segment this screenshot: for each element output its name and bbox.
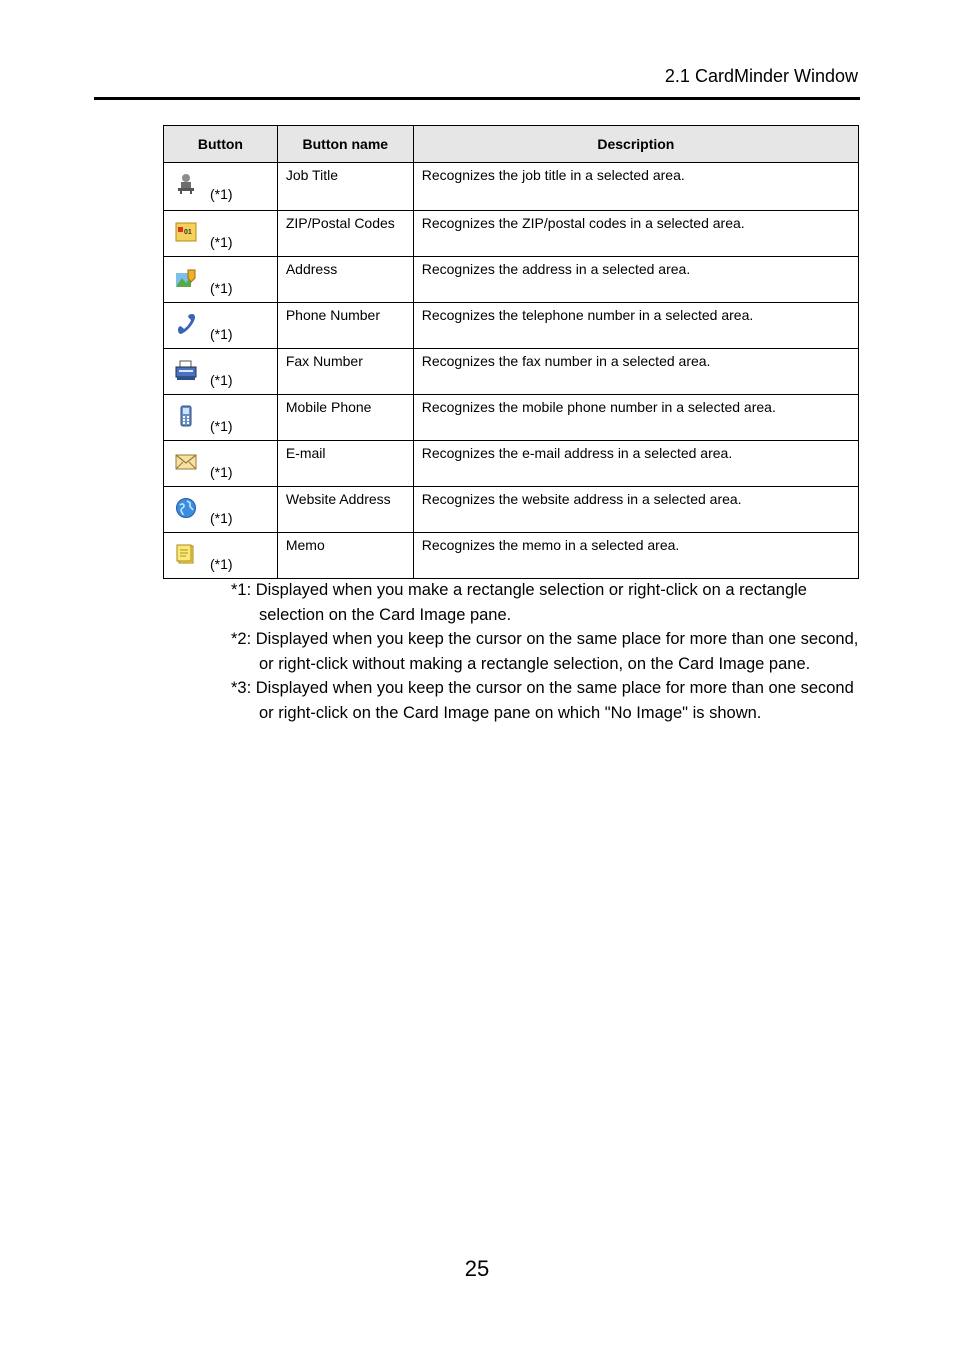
button-name: Address xyxy=(277,257,413,303)
button-cell xyxy=(164,211,278,257)
button-name: Job Title xyxy=(277,163,413,211)
phone-icon xyxy=(175,313,197,335)
button-description: Recognizes the telephone number in a selected area. xyxy=(413,303,858,349)
footnote-mark: (*1) xyxy=(210,326,233,342)
zip-code-icon xyxy=(175,221,197,243)
job-title-icon xyxy=(175,173,197,195)
button-description: Recognizes the job title in a selected area. xyxy=(413,163,858,211)
button-name: Phone Number xyxy=(277,303,413,349)
button-description: Recognizes the address in a selected area. xyxy=(413,257,858,303)
footnote-mark: (*1) xyxy=(210,556,233,572)
table-row xyxy=(164,441,859,487)
table-row xyxy=(164,163,859,211)
header-rule xyxy=(94,97,860,100)
button-name: E-mail xyxy=(277,441,413,487)
footnote-mark: (*1) xyxy=(210,186,233,202)
footnote-mark: (*1) xyxy=(210,234,233,250)
button-description: Recognizes the memo in a selected area. xyxy=(413,533,858,579)
button-cell xyxy=(164,487,278,533)
memo-icon xyxy=(175,543,197,565)
section-title: 2.1 CardMinder Window xyxy=(664,66,858,86)
button-cell xyxy=(164,349,278,395)
footnote-1: *1: Displayed when you make a rectangle selection or right-click on a rectangle selection on the Card Image pane. xyxy=(231,581,807,624)
button-name: Mobile Phone xyxy=(277,395,413,441)
mobile-phone-icon xyxy=(175,405,197,427)
footnote-2: *2: Displayed when you keep the cursor on the same place for more than one second, or right-click without making a rectangle selection, on the Card Image pane. xyxy=(231,630,859,673)
button-cell xyxy=(164,303,278,349)
footnote-mark: (*1) xyxy=(210,372,233,388)
column-header-button: Button xyxy=(164,126,278,163)
button-description: Recognizes the website address in a selected area. xyxy=(413,487,858,533)
button-cell xyxy=(164,533,278,579)
button-name: Memo xyxy=(277,533,413,579)
email-icon xyxy=(175,451,197,473)
button-description: Recognizes the ZIP/postal codes in a selected area. xyxy=(413,211,858,257)
button-cell xyxy=(164,441,278,487)
table-row xyxy=(164,533,859,579)
fax-icon xyxy=(175,359,197,381)
table-row xyxy=(164,395,859,441)
button-cell xyxy=(164,163,278,211)
website-icon xyxy=(175,497,197,519)
button-name: ZIP/Postal Codes xyxy=(277,211,413,257)
footnote-3: *3: Displayed when you keep the cursor on the same place for more than one second or right-click on the Card Image pane on which "No Image" is shown. xyxy=(231,679,854,722)
button-cell xyxy=(164,395,278,441)
address-icon xyxy=(175,267,197,289)
button-description: Recognizes the e-mail address in a selected area. xyxy=(413,441,858,487)
footnotes xyxy=(231,578,871,726)
table-row xyxy=(164,257,859,303)
footnote-mark: (*1) xyxy=(210,464,233,480)
column-header-description: Description xyxy=(413,126,858,163)
table-row xyxy=(164,303,859,349)
table-row xyxy=(164,487,859,533)
button-name: Fax Number xyxy=(277,349,413,395)
footnote-mark: (*1) xyxy=(210,510,233,526)
table-row xyxy=(164,349,859,395)
button-description: Recognizes the mobile phone number in a selected area. xyxy=(413,395,858,441)
table-row xyxy=(164,211,859,257)
table-header-row xyxy=(164,126,859,163)
button-description: Recognizes the fax number in a selected area. xyxy=(413,349,858,395)
column-header-button-name: Button name xyxy=(277,126,413,163)
footnote-mark: (*1) xyxy=(210,280,233,296)
button-name: Website Address xyxy=(277,487,413,533)
footnote-mark: (*1) xyxy=(210,418,233,434)
button-cell xyxy=(164,257,278,303)
button-table xyxy=(163,125,859,579)
zip-icon-text: 01 xyxy=(184,229,192,236)
page-number: 25 xyxy=(464,1256,490,1281)
